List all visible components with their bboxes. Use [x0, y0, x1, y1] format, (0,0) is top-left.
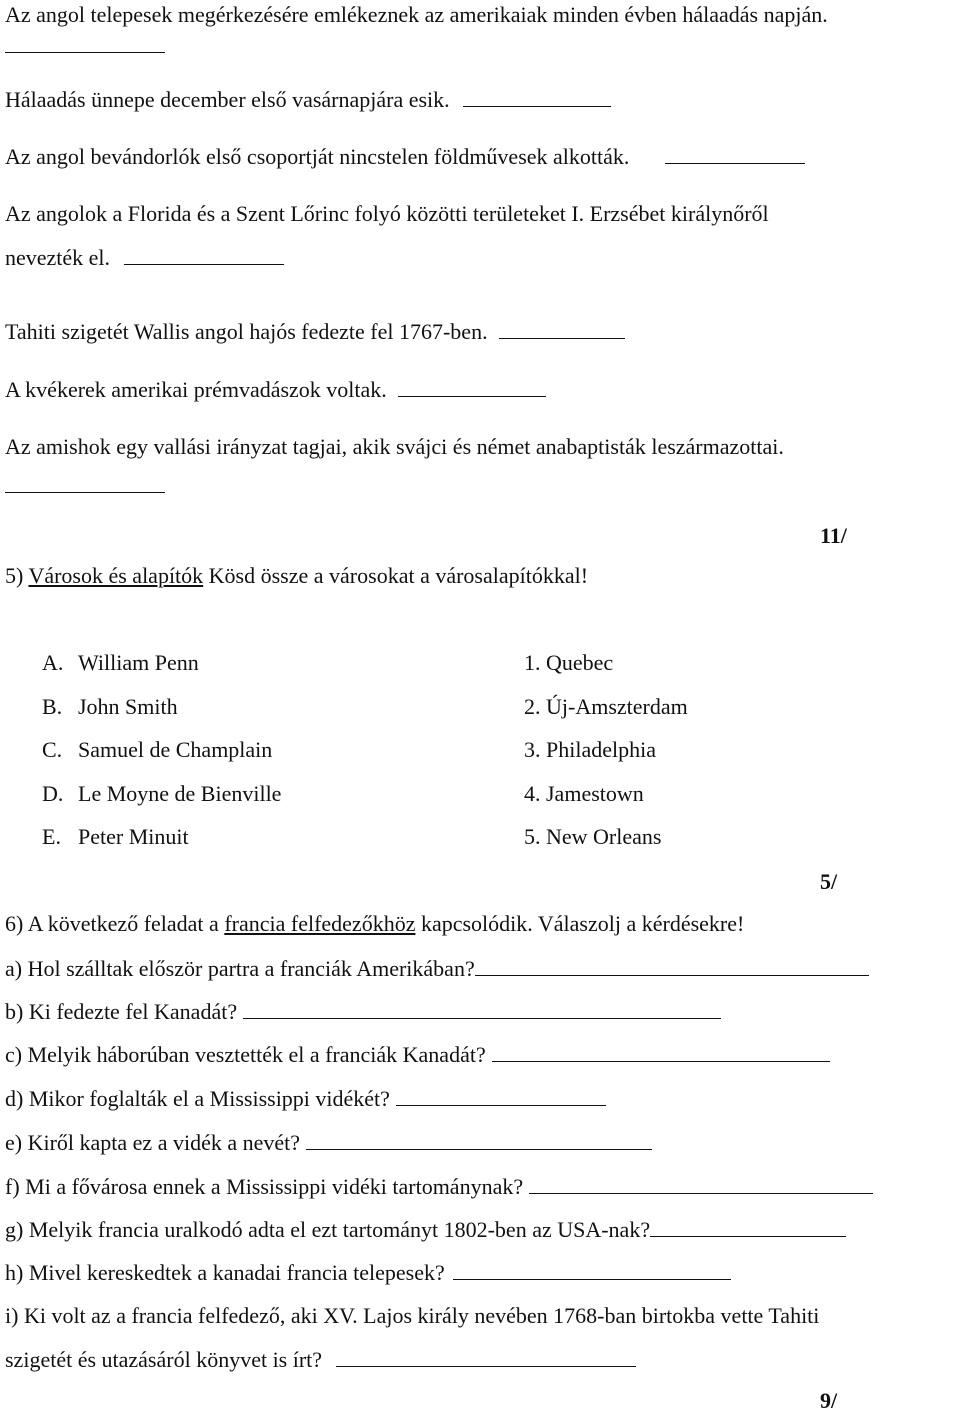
- question-text: h) Mivel kereskedtek a kanadai francia telepesek?: [5, 1260, 445, 1285]
- statement-text: Az amishok egy vallási irányzat tagjai, akik svájci és német anabaptisták leszármazottai.: [5, 434, 784, 459]
- answer-blank-5[interactable]: [499, 318, 625, 339]
- task5-number: 5): [5, 563, 29, 588]
- answer-blank-c[interactable]: [492, 1041, 830, 1062]
- task5-instruction: Kösd össze a városokat a városalapítókkal!: [203, 563, 589, 588]
- task6-heading: [5, 911, 744, 937]
- answer-blank-h[interactable]: [453, 1259, 731, 1280]
- founder-name: Le Moyne de Bienville: [78, 781, 282, 806]
- task6-prefix: 6) A következő feladat a: [5, 911, 225, 936]
- question-i-cont: [5, 1346, 636, 1373]
- founder-item[interactable]: [42, 650, 199, 676]
- statement-5: [5, 318, 625, 345]
- statement-4-cont: [5, 244, 284, 271]
- answer-blank-e[interactable]: [306, 1129, 652, 1150]
- founder-letter: A.: [42, 650, 64, 675]
- question-d: [5, 1085, 606, 1112]
- city-item[interactable]: 3. Philadelphia: [524, 737, 656, 762]
- founder-item[interactable]: [42, 781, 281, 807]
- statement-text: Az angolok a Florida és a Szent Lőrinc folyó közötti területeket I. Erzsébet királynőről: [5, 201, 769, 226]
- question-text: g) Melyik francia uralkodó adta el ezt tartományt 1802-ben az USA-nak?: [5, 1217, 651, 1242]
- statement-3: [5, 143, 805, 170]
- statement-text: Hálaadás ünnepe december első vasárnapjára esik.: [5, 87, 450, 112]
- answer-blank-g[interactable]: [650, 1216, 846, 1237]
- question-text: c) Melyik háborúban vesztették el a franciák Kanadát?: [5, 1042, 486, 1067]
- answer-blank-4[interactable]: [124, 244, 284, 265]
- founder-name: John Smith: [78, 694, 178, 719]
- answer-blank-i[interactable]: [336, 1346, 636, 1367]
- answer-blank-6[interactable]: [398, 376, 546, 397]
- statement-text: Az angol telepesek megérkezésére emlékeznek az amerikaiak minden évben hálaadás napján.: [5, 2, 828, 27]
- question-i: [5, 1303, 819, 1329]
- answer-blank-7[interactable]: [5, 472, 165, 499]
- statement-text: A kvékerek amerikai prémvadászok voltak.: [5, 377, 387, 402]
- question-text: d) Mikor foglalták el a Mississippi vidékét?: [5, 1086, 390, 1111]
- founder-name: Peter Minuit: [78, 824, 189, 849]
- answer-blank-2[interactable]: [463, 86, 611, 107]
- statement-4: [5, 201, 769, 227]
- answer-blank-3[interactable]: [665, 143, 805, 164]
- score-task-5: 5/: [820, 869, 838, 894]
- statement-1: [5, 2, 828, 28]
- question-text: i) Ki volt az a francia felfedező, aki XV. Lajos király nevében 1768-ban birtokba vette Tahiti: [5, 1303, 820, 1328]
- city-item[interactable]: 4. Jamestown: [524, 781, 644, 806]
- founder-letter: B.: [42, 694, 63, 719]
- question-text: b) Ki fedezte fel Kanadát?: [5, 999, 238, 1024]
- task6-topic: francia felfedezőkhöz: [224, 911, 416, 936]
- city-item[interactable]: 1. Quebec: [524, 650, 614, 675]
- question-f: [5, 1173, 873, 1200]
- statement-text: Tahiti szigetét Wallis angol hajós fedezte fel 1767-ben.: [5, 319, 488, 344]
- question-text: a) Hol szálltak először partra a franciák Amerikában?: [5, 956, 475, 981]
- founder-letter: C.: [42, 737, 63, 762]
- founder-letter: E.: [42, 824, 61, 849]
- task6-instruction: kapcsolódik. Válaszolj a kérdésekre!: [415, 911, 745, 936]
- answer-blank-f[interactable]: [529, 1173, 873, 1194]
- statement-text: nevezték el.: [5, 245, 111, 270]
- statement-2: [5, 86, 611, 113]
- answer-blank-a[interactable]: [475, 955, 869, 976]
- answer-blank-1[interactable]: [5, 32, 165, 59]
- task5-title: Városok és alapítók: [28, 563, 204, 588]
- answer-blank-b[interactable]: [243, 998, 721, 1019]
- question-text: szigetét és utazásáról könyvet is írt?: [5, 1347, 323, 1372]
- city-item[interactable]: 5. New Orleans: [524, 824, 662, 849]
- question-text: e) Kiről kapta ez a vidék a nevét?: [5, 1130, 301, 1155]
- question-e: [5, 1129, 652, 1156]
- question-h: [5, 1259, 731, 1286]
- question-text: f) Mi a fővárosa ennek a Mississippi vidéki tartománynak?: [5, 1174, 524, 1199]
- statement-text: Az angol bevándorlók első csoportját nincstelen földművesek alkották.: [5, 144, 630, 169]
- statement-6: [5, 376, 546, 403]
- founder-item[interactable]: [42, 824, 189, 850]
- founder-name: Samuel de Champlain: [78, 737, 273, 762]
- founder-item[interactable]: [42, 737, 272, 763]
- question-b: [5, 998, 721, 1025]
- question-a: [5, 955, 869, 982]
- answer-blank-d[interactable]: [396, 1085, 606, 1106]
- question-c: [5, 1041, 830, 1068]
- question-g: [5, 1216, 846, 1243]
- score-task-4: 11/: [820, 523, 847, 548]
- task5-heading: [5, 563, 588, 589]
- founder-letter: D.: [42, 781, 64, 806]
- founder-name: William Penn: [78, 650, 199, 675]
- city-item[interactable]: 2. Új-Amszterdam: [524, 694, 688, 719]
- statement-7: [5, 434, 784, 460]
- founder-item[interactable]: [42, 694, 178, 720]
- score-task-6: 9/: [820, 1388, 838, 1413]
